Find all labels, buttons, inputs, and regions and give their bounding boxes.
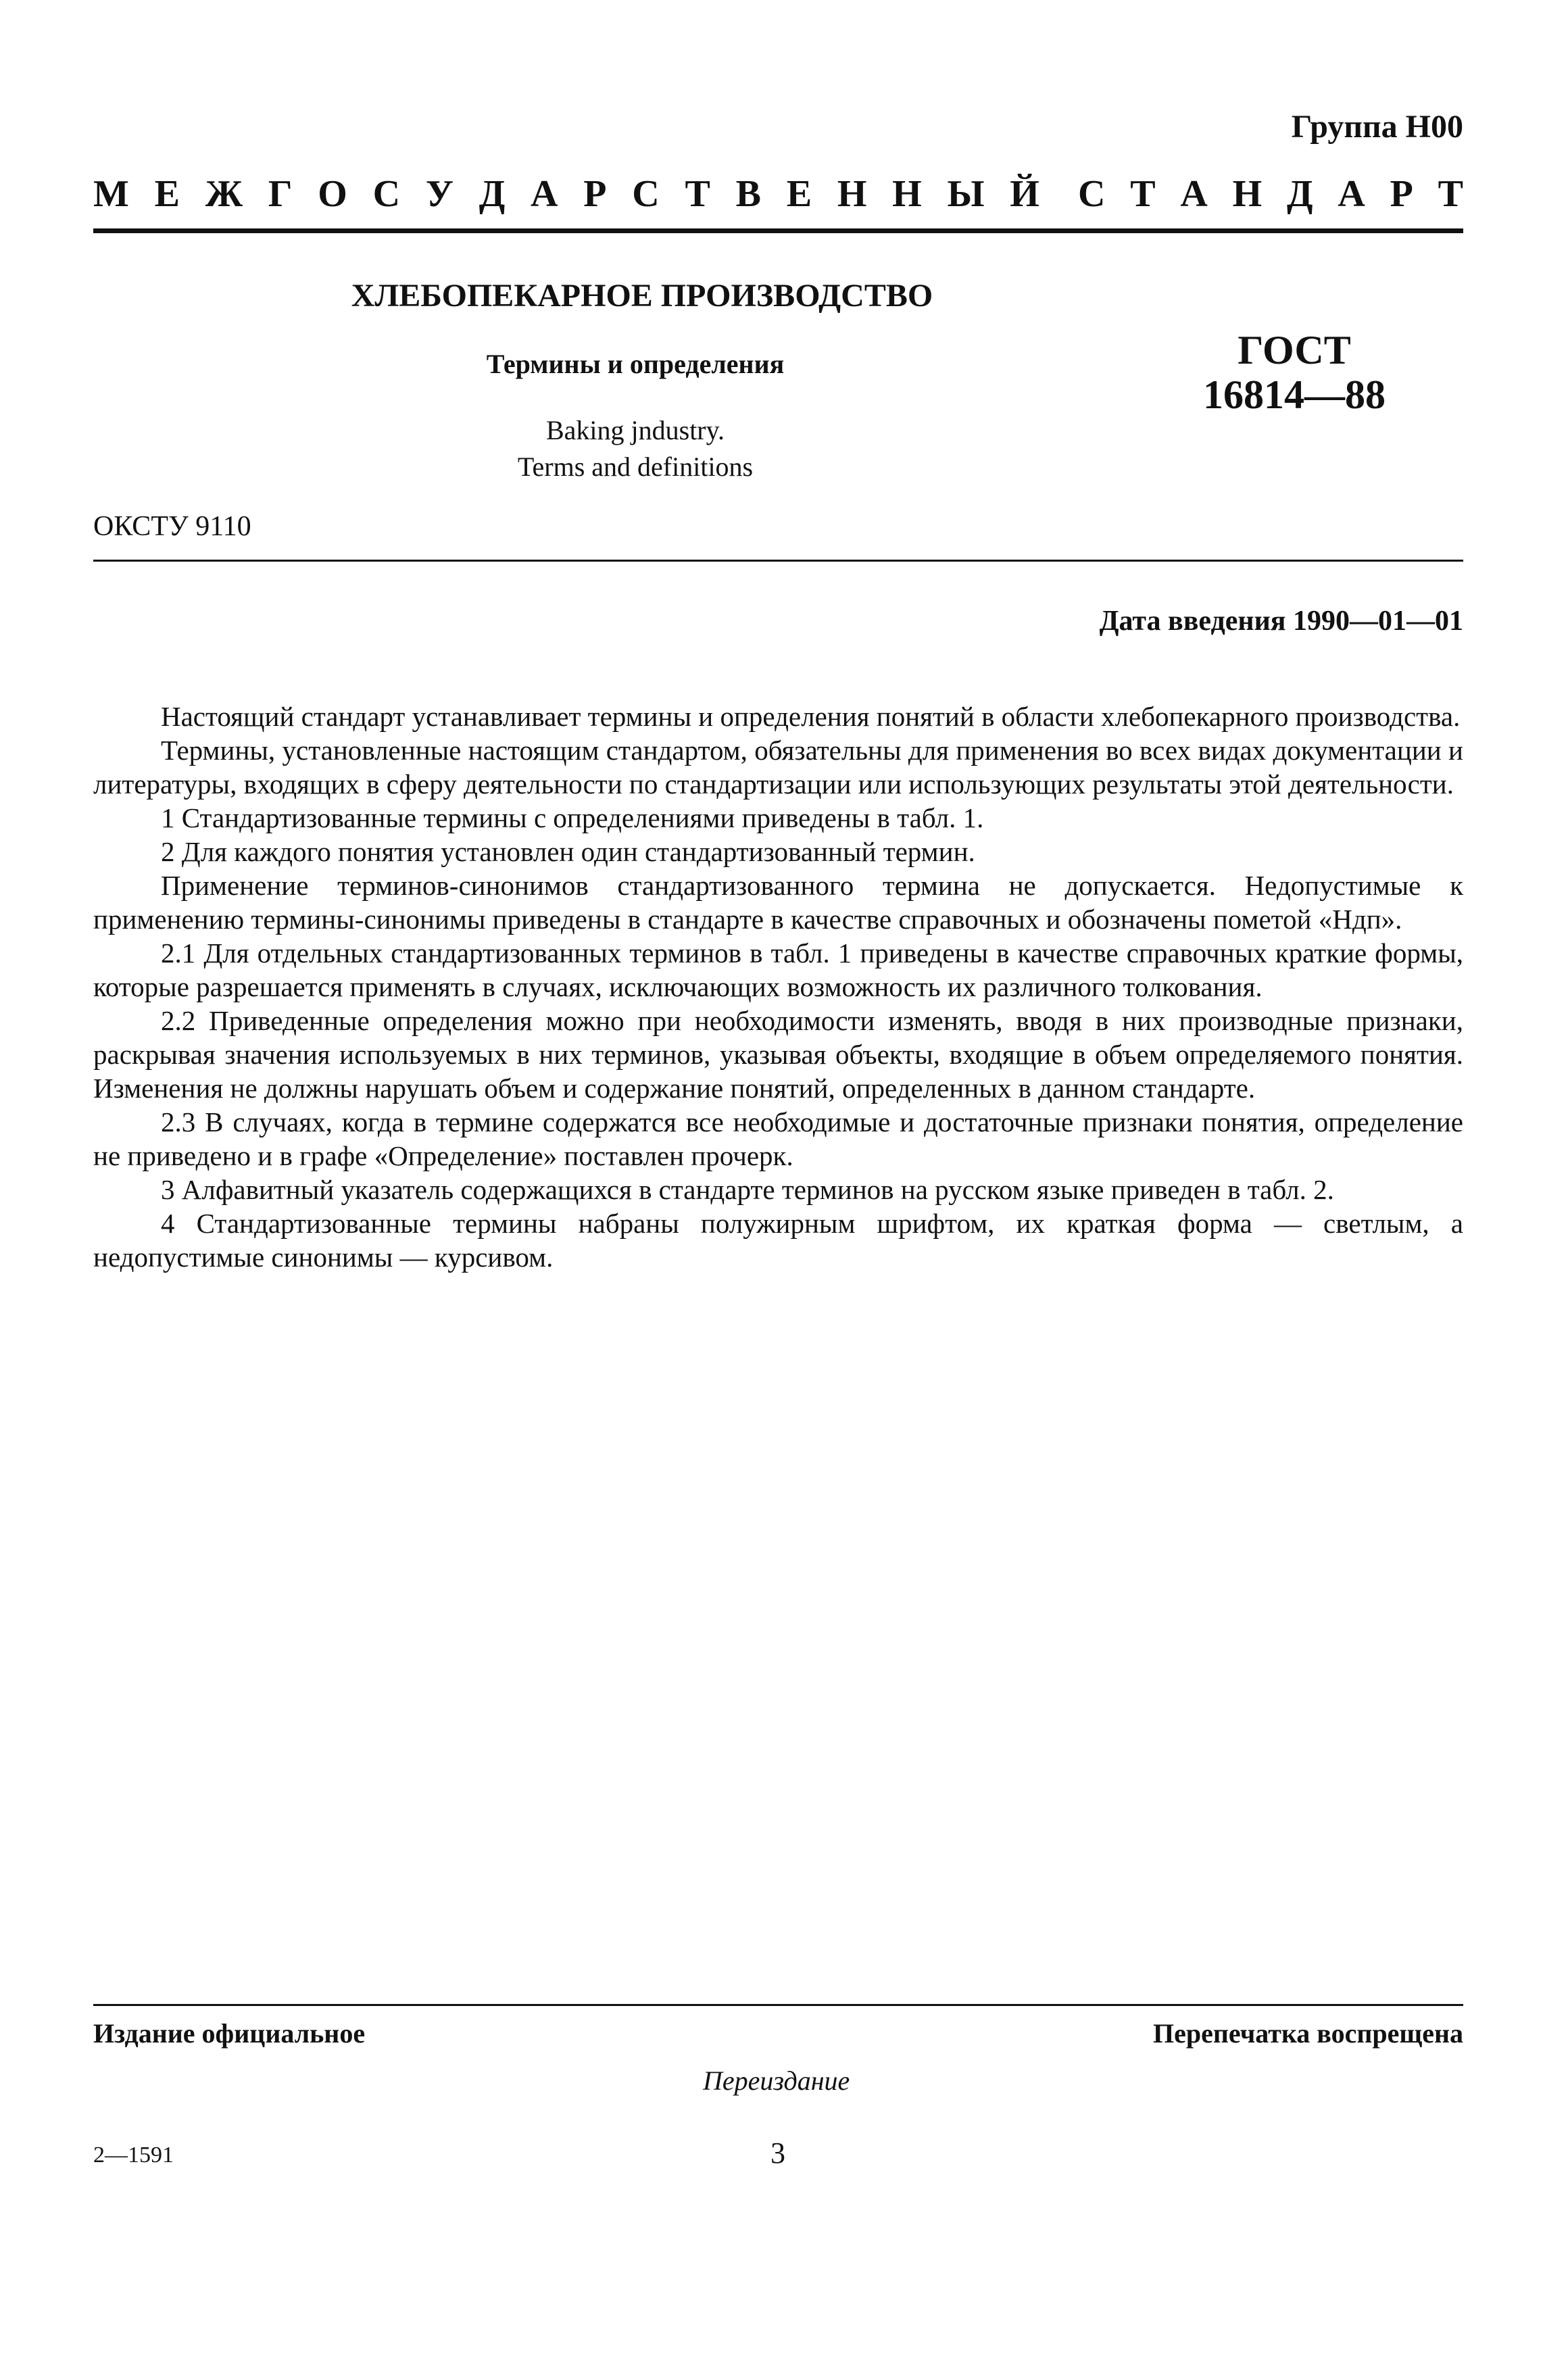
gost-label: ГОСТ <box>1238 328 1351 372</box>
header-letter: Т <box>685 173 710 215</box>
header-letter: А <box>1180 173 1208 215</box>
paragraph: Применение терминов-синонимов стандартизованного термина не допускается. Недопустимые к применению термины-синонимы приведены в стандарте в качестве справочных и обозначены пометой «Ндп». <box>93 870 1463 935</box>
header-letter: Н <box>892 173 922 215</box>
header-letter: Е <box>786 173 812 215</box>
paragraph: 3 Алфавитный указатель содержащихся в стандарте терминов на русском языке приведен в табл. 2. <box>161 1174 1334 1205</box>
header-letter: Р <box>583 173 607 215</box>
header-letter: В <box>735 173 761 215</box>
header-letter: Д <box>1287 173 1313 215</box>
official-edition-label: Издание официальное <box>93 2018 366 2049</box>
header-letter: Т <box>1130 173 1156 215</box>
header-letter: Е <box>154 173 180 215</box>
interstate-word <box>93 172 1039 216</box>
gost-number <box>1176 328 1413 417</box>
paragraph: 4 Стандартизованные термины набраны полужирным шрифтом, их краткая форма — светлым, а недопустимые синонимы — курсивом. <box>93 1208 1463 1273</box>
reprint-forbidden-label: Перепечатка воспрещена <box>1153 2018 1463 2049</box>
footer-rule <box>93 2004 1463 2006</box>
header-letter: У <box>425 173 454 215</box>
document-subtitle: Термины и определения <box>486 349 785 379</box>
header-rule <box>93 228 1463 233</box>
header-letter: О <box>318 173 347 215</box>
paragraph: 1 Стандартизованные термины с определениями приведены в табл. 1. <box>161 802 984 833</box>
body-text <box>93 700 1463 1274</box>
print-code: 2—1591 <box>93 2143 174 2168</box>
paragraph: 2.1 Для отдельных стандартизованных терминов в табл. 1 приведены в качестве справочных краткие формы, которые разрешается применять в случаях, исключающих возможность их различного толкования. <box>93 937 1463 1002</box>
gost-code: 16814—88 <box>1203 372 1386 417</box>
introduction-date: Дата введения 1990—01—01 <box>1099 606 1463 637</box>
english-title <box>399 412 872 485</box>
header-letter: С <box>632 173 660 215</box>
paragraph: 2.3 В случаях, когда в термине содержатся все необходимые и достаточные признаки понятия, определение не приведено и в графе «Определение» поставлен прочерк. <box>93 1106 1463 1171</box>
header-letter: Д <box>479 173 506 215</box>
english-title-line-2: Terms and definitions <box>517 451 754 482</box>
okstu-rule <box>93 560 1463 562</box>
standard-word <box>1078 172 1463 216</box>
header-letter: С <box>1078 173 1106 215</box>
interstate-standard-header <box>93 170 1463 218</box>
reissue-label: Переиздание <box>703 2065 850 2096</box>
paragraph: Термины, установленные настоящим стандартом, обязательны для применения во всех видах документации и литературы, входящих в сферу деятельности по стандартизации или использующих результаты этой деятельности. <box>93 735 1463 800</box>
okstu-code: ОКСТУ 9110 <box>93 511 251 542</box>
page-number: 3 <box>770 2136 785 2170</box>
paragraph: Настоящий стандарт устанавливает термины и определения понятий в области хлебопекарного производства. <box>161 701 1461 732</box>
header-letter: М <box>93 173 129 215</box>
document-title: ХЛЕБОПЕКАРНОЕ ПРОИЗВОДСТВО <box>351 278 933 314</box>
header-letter: Т <box>1438 173 1463 215</box>
paragraph: 2 Для каждого понятия установлен один стандартизованный термин. <box>161 836 975 867</box>
header-letter: Й <box>1010 173 1039 215</box>
header-letter: Г <box>268 173 293 215</box>
group-label: Группа Н00 <box>1291 109 1463 145</box>
paragraph: 2.2 Приведенные определения можно при необходимости изменять, вводя в них производные признаки, раскрывая значения используемых в них терминов, указывая объекты, входящие в объем определяемого понятия. Изменения не должны нарушать объем и содержание понятий, определенных в данном стандарте. <box>93 1005 1463 1104</box>
header-letter: Ы <box>947 173 985 215</box>
header-letter: Н <box>837 173 867 215</box>
header-letter: Р <box>1390 173 1413 215</box>
header-letter: А <box>1338 173 1365 215</box>
english-title-line-1: Baking jndustry. <box>545 415 725 445</box>
header-letter: С <box>372 173 401 215</box>
header-letter: Ж <box>205 173 243 215</box>
header-letter: А <box>531 173 558 215</box>
header-letter: Н <box>1232 173 1263 215</box>
